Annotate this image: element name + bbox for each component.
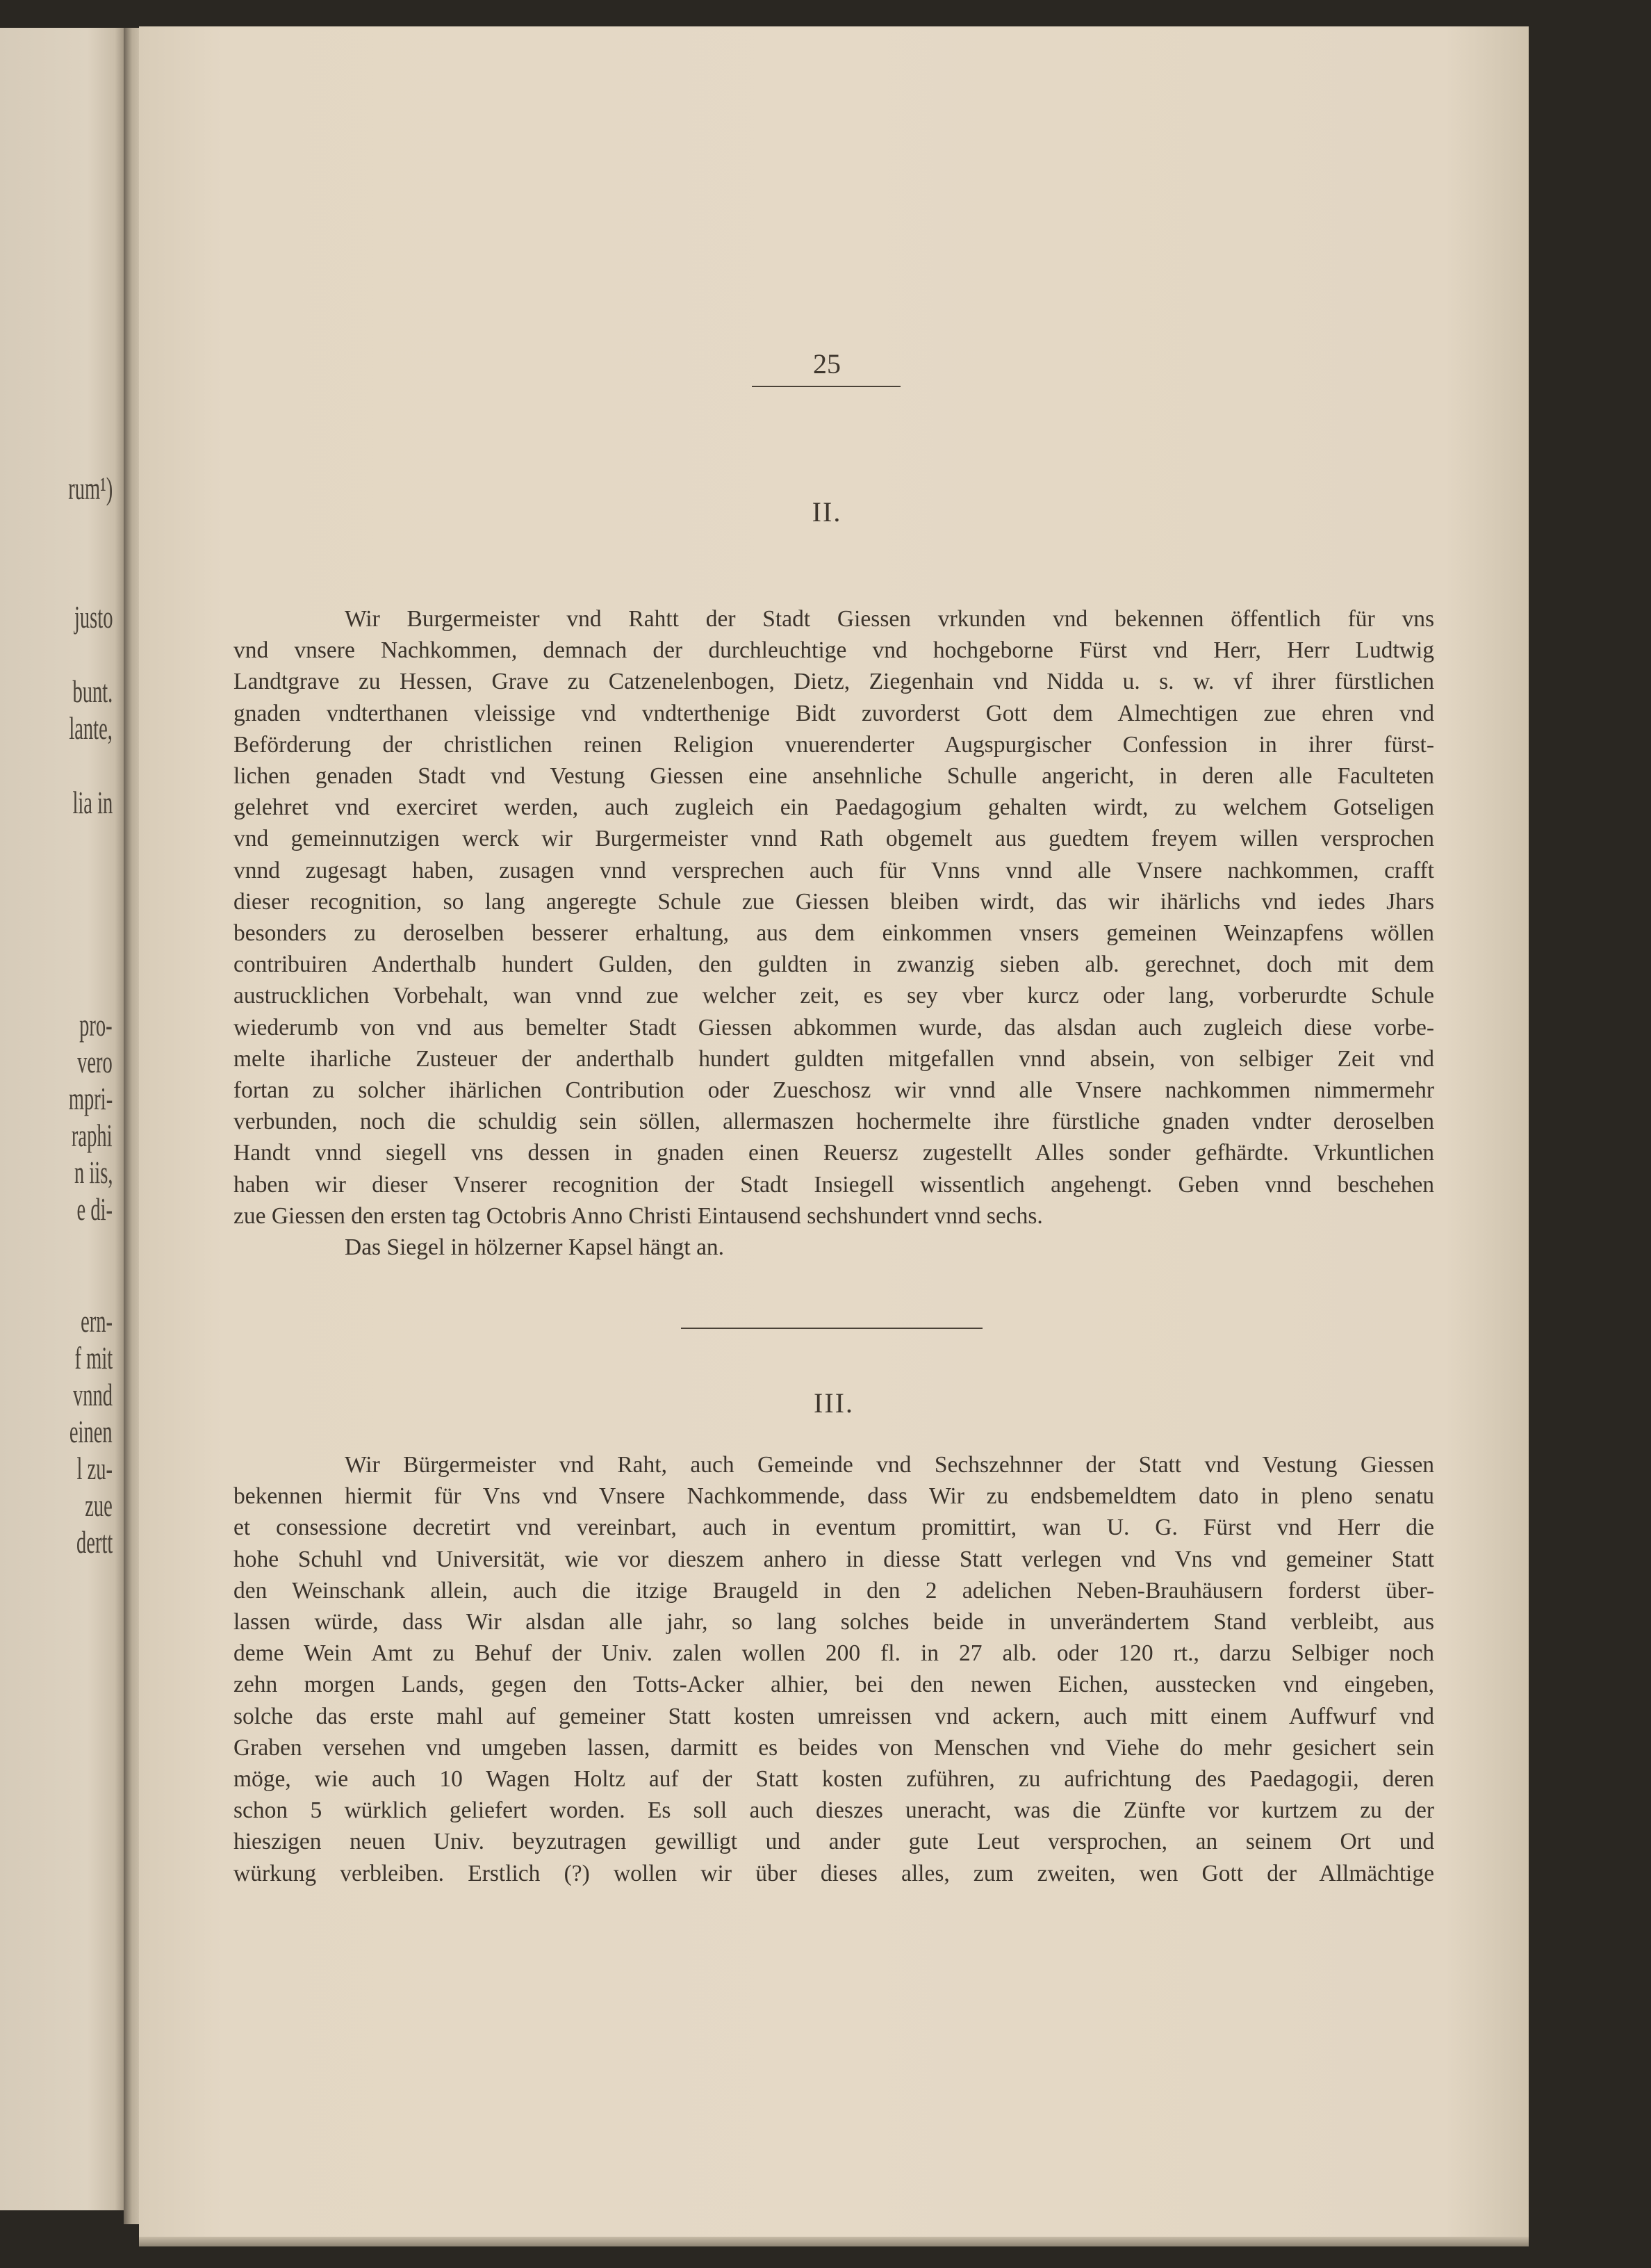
text-line: solche das erste mahl auf gemeiner Statt kosten umreissen vnd ackern, auch mitt einem Auffwurf vnd (233, 1703, 1434, 1729)
text-line: haben wir dieser Vnserer recognition der Stadt Insiegell wissentlich angehengt. Geben vnnd beschehen (233, 1171, 1434, 1198)
text-line-seal-note: Das Siegel in hölzerner Kapsel hängt an. (345, 1234, 725, 1261)
text-line: et consessione decretirt vnd vereinbart, auch in eventum promittirt, wan U. G. Fürst vnd Herr die (233, 1515, 1434, 1541)
text-line: schon 5 würklich geliefert worden. Es soll auch dieszes uneracht, was die Zünfte vor kurtzem zu der (233, 1797, 1434, 1824)
text-line: Handt vnnd siegell vns dessen in gnaden einen Reuersz zugestellt Alles sonder gefhärdte. Vrkuntlichen (233, 1140, 1434, 1166)
text-line: vnnd zugesagt haben, zusagen vnnd versprechen auch für Vnns vnnd alle Vnsere nachkommen, crafft (233, 857, 1434, 883)
left-margin-text: ern- (81, 1303, 113, 1339)
text-line: contribuiren Anderthalb hundert Gulden, den guldten in zwanzig sieben alb. gerechnet, doch mit dem (233, 952, 1434, 978)
left-margin-text: einen (69, 1414, 113, 1449)
left-margin-text: vero (77, 1044, 113, 1079)
section-ii-text (233, 603, 1434, 1263)
text-line: vnd gemeinnutzigen werck wir Burgermeister vnnd Rath obgemelt aus guedtem freyem willen versprochen (233, 826, 1434, 852)
text-line: Wir Burgermeister vnd Rahtt der Stadt Giessen vrkunden vnd bekennen öffentlich für vns (345, 606, 1434, 632)
left-margin-text: justo (74, 599, 113, 635)
left-margin-text: zue (85, 1487, 113, 1523)
text-line: melte iharliche Zusteuer der anderthalb hundert guldten mitgefallen vnnd absein, von selbiger Zeit vnd (233, 1045, 1434, 1072)
text-line: Beförderung der christlichen reinen Religion vnuerenderter Augspurgischer Confession in ihrer fürst- (233, 731, 1434, 758)
text-line: austrucklichen Vorbehalt, wan vnnd zue welcher zeit, es sey vber kurcz oder lang, vorberurdte Schule (233, 983, 1434, 1009)
text-line: hohe Schuhl vnd Universität, wie vor dieszem anhero in diesse Statt verlegen vnd Vns vnd gemeiner Statt (233, 1546, 1434, 1572)
text-line: Landtgrave zu Hessen, Grave zu Catzenelenbogen, Dietz, Ziegenhain vnd Nidda u. s. w. vf ihrer fürstlichen (233, 669, 1434, 695)
text-line: gnaden vndterthanen vleissige vnd vndterthenige Bidt zuvorderst Gott dem Almechtigen zue ehren vnd (233, 700, 1434, 726)
page-edges (139, 2237, 1529, 2246)
left-margin-text: mpri- (68, 1081, 113, 1116)
text-line: fortan zu solcher ihärlichen Contribution oder Zueschosz wir vnnd alle Vnsere nachkommen nimmermehr (233, 1077, 1434, 1104)
left-margin-text: lante, (69, 710, 113, 746)
page-number-rule (752, 386, 901, 387)
facing-page-fragment (0, 28, 125, 2210)
left-margin-text: vnnd (72, 1377, 113, 1412)
left-margin-text: lia in (72, 785, 113, 820)
text-line: Wir Bürgermeister vnd Raht, auch Gemeinde vnd Sechszehnner der Statt vnd Vestung Giessen (345, 1452, 1434, 1478)
section-divider-rule (681, 1328, 983, 1329)
left-margin-text: raphi (72, 1118, 113, 1153)
page-number: 25 (813, 348, 841, 380)
left-margin-text: e di- (76, 1191, 113, 1227)
text-line: zehn morgen Lands, gegen den Totts-Acker alhier, bei den newen Eichen, ausstecken vnd eingeben, (233, 1672, 1434, 1698)
text-line: hieszigen neuen Univ. beyzutragen gewilligt und ander gute Leut versprochen, an seinem Ort und (233, 1829, 1434, 1855)
text-line: lichen genaden Stadt vnd Vestung Giessen eine ansehnliche Schulle angericht, in deren alle Faculteten (233, 763, 1434, 790)
left-margin-text: pro- (79, 1007, 113, 1043)
text-line: besonders zu deroselben besserer erhaltung, aus dem einkommen vnsers gemeinen Weinzapfens wöllen (233, 920, 1434, 947)
text-line: möge, wie auch 10 Wagen Holtz auf der Statt kosten zuführen, zu aufrichtung des Paedagogii, deren (233, 1766, 1434, 1793)
left-margin-text: n iis, (74, 1155, 113, 1190)
text-line: vnd vnsere Nachkommen, demnach der durchleuchtige vnd hochgeborne Fürst vnd Herr, Herr Ludtwig (233, 637, 1434, 664)
left-margin-text: f mit (74, 1340, 113, 1376)
text-line: deme Wein Amt zu Behuf der Univ. zalen wollen 200 fl. in 27 alb. oder 120 rt., darzu Selbiger noch (233, 1640, 1434, 1667)
left-margin-text: l zu- (76, 1451, 113, 1486)
text-line: verbunden, noch die schuldig sein söllen, allermaszen hochermelte ihre fürstliche gnaden vndter deroselben (233, 1109, 1434, 1135)
left-margin-text: bunt. (72, 674, 113, 709)
left-margin-text: rum¹) (68, 471, 113, 506)
text-line: zue Giessen den ersten tag Octobris Anno Christi Eintausend sechshundert vnnd sechs. (233, 1202, 1043, 1229)
text-line: dieser recognition, so lang angeregte Schule zue Giessen bleiben wirdt, das wir ihärlichs vnd iedes Jhars (233, 888, 1434, 915)
text-line: den Weinschank allein, auch die itzige Braugeld in den 2 adelichen Neben-Brauhäusern forderst über- (233, 1577, 1434, 1604)
text-line: würkung verbleiben. Erstlich (?) wollen wir über dieses alles, zum zweiten, wen Gott der Allmächtige (233, 1860, 1434, 1886)
section-heading-ii: II. (812, 496, 842, 528)
text-line: bekennen hiermit für Vns vnd Vnsere Nachkommende, dass Wir zu endsbemeldtem dato in pleno senatu (233, 1483, 1434, 1510)
text-line: lassen würde, dass Wir alsdan alle jahr, so lang solches beide in unverändertem Stand verbleibt, aus (233, 1609, 1434, 1635)
text-line: wiederumb von vnd aus bemelter Stadt Giessen abkommen wurde, das alsdan auch zugleich diese vorbe- (233, 1014, 1434, 1041)
text-line: Graben versehen vnd umgeben lassen, darmitt es beides von Menschen vnd Viehe do mehr gesichert sein (233, 1734, 1434, 1761)
left-margin-text: dertt (76, 1524, 113, 1560)
text-line: gelehret vnd exerciret werden, auch zugleich ein Paedagogium gehalten wirdt, zu welchem Gotseligen (233, 794, 1434, 821)
section-iii-text (233, 1449, 1434, 1889)
section-heading-iii: III. (814, 1387, 854, 1419)
